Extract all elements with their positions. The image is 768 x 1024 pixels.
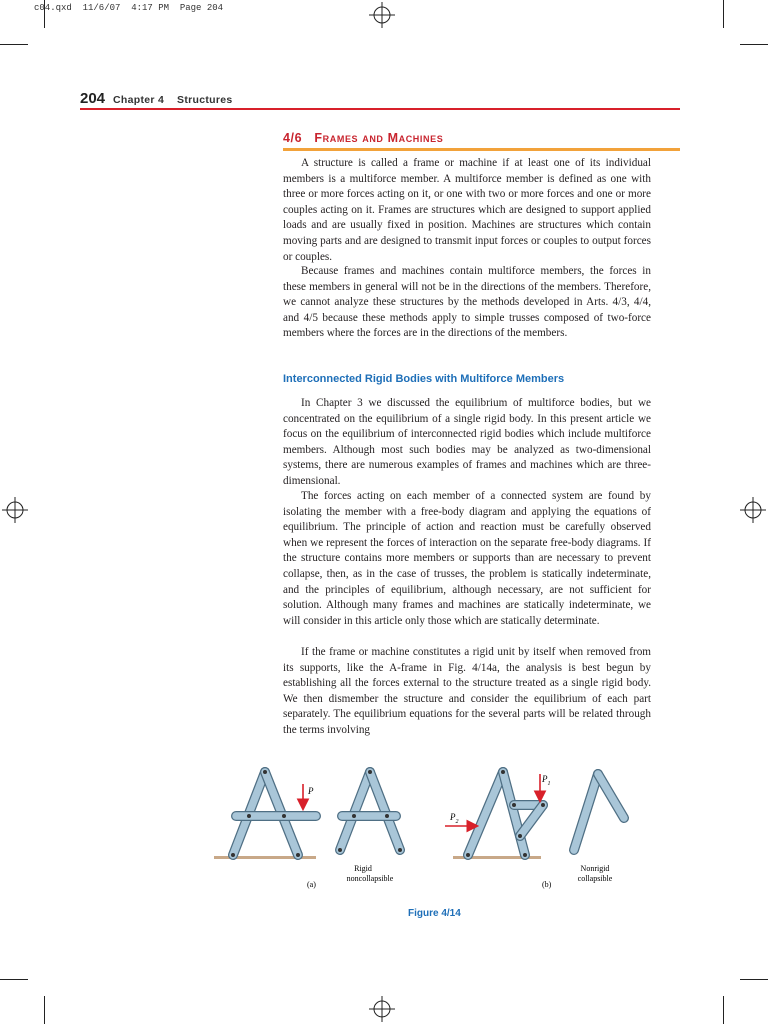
crop-mark — [723, 996, 724, 1024]
registration-mark-right — [740, 497, 766, 523]
running-head — [80, 90, 233, 108]
label-rigid: Rigid — [354, 864, 372, 873]
load-label-p1: $P_1$ — [542, 774, 551, 787]
paragraph: Because frames and machines contain multiforce members, the forces in these members in general will not be in the directions of the members. Therefore, we cannot analyze these structures by the methods developed in Arts. 4/3, 4/4, and 4/5 because these methods apply to simple trusses composed of two-force members where the forces are in the directions of the members. — [283, 265, 651, 340]
frame-b-right — [574, 774, 624, 883]
registration-mark-left — [2, 497, 28, 523]
crop-mark — [0, 44, 28, 45]
chapter-label: Chapter 4 Structures — [113, 94, 233, 106]
label-nonrigid: Nonrigid — [580, 864, 610, 873]
section-number: 4/6 — [283, 131, 303, 145]
registration-mark-bottom — [369, 996, 395, 1022]
registration-mark-top — [369, 2, 395, 28]
label-b: (b) — [542, 880, 552, 889]
paragraph: If the frame or machine constitutes a rigid unit by itself when removed from its supports, like the A-frame in Fig. 4/14a, the analysis is best begun by establishing all the forces external to the structure treated as a single rigid body. We then dismember the structure and consider the equilibrium of each part separately. The equilibrium equations for the several parts will be related through the terms involving — [283, 646, 651, 736]
crop-mark — [740, 979, 768, 980]
crop-mark — [723, 0, 724, 28]
frame-b-left — [445, 770, 552, 889]
crop-mark — [44, 996, 45, 1024]
section-title — [283, 131, 443, 145]
page-number: 204 — [80, 90, 106, 107]
crop-mark — [740, 44, 768, 45]
header-rule — [80, 108, 680, 110]
paragraph: A structure is called a frame or machine if at least one of its individual members is a multiforce member. A multiforce member is defined as one with three or more forces acting on it, or one with two or more forces and one or more couples acting on it. Frames are structures which are designed to support applied loads and are usually fixed in position. Machines are structures which contain moving parts and are designed to transmit input forces or couples to output forces or couples. — [283, 157, 651, 263]
label-noncollapsible: noncollapsible — [346, 874, 394, 883]
print-slug: c04.qxd 11/6/07 4:17 PM Page 204 — [34, 3, 224, 13]
label-a: (a) — [307, 880, 316, 889]
load-label-p: P — [308, 786, 314, 796]
frame-a-left — [214, 770, 316, 889]
crop-mark — [0, 979, 28, 980]
paragraph: The forces acting on each member of a connected system are found by isolating the member with a free-body diagram and applying the equations of equilibrium. The principle of action and reaction must be carefully observed when we represent the forces of interaction on the separate free-body diagrams. If the structure contains more members or supports than are necessary to prevent collapse, then, as in the case of trusses, the problem is statically indeterminate, and the principles of equilibrium, although necessary, are not sufficient for solution. Although many frames and machines are statically indeterminate, we will consider in this article only those which are statically determinate. — [283, 490, 651, 627]
frame-a-right — [338, 770, 402, 883]
figure-caption: Figure 4/14 — [408, 908, 461, 919]
load-label-p2: $P_2$ — [450, 812, 459, 825]
section-name: Frames and Machines — [314, 131, 444, 145]
paragraph: In Chapter 3 we discussed the equilibrium of multiforce bodies, but we concentrated on the equilibrium of a single rigid body. In this present article we focus on the equilibrium of interconnected rigid bodies which include multiforce members. Although most such bodies may be analyzed as two-dimensional systems, there are numerous examples of frames and machines which are three-dimensional. — [283, 397, 651, 487]
section-rule — [283, 148, 680, 151]
label-collapsible: collapsible — [577, 874, 613, 883]
subsection-heading: Interconnected Rigid Bodies with Multiforce Members — [283, 373, 565, 385]
figure-frames — [200, 760, 613, 900]
